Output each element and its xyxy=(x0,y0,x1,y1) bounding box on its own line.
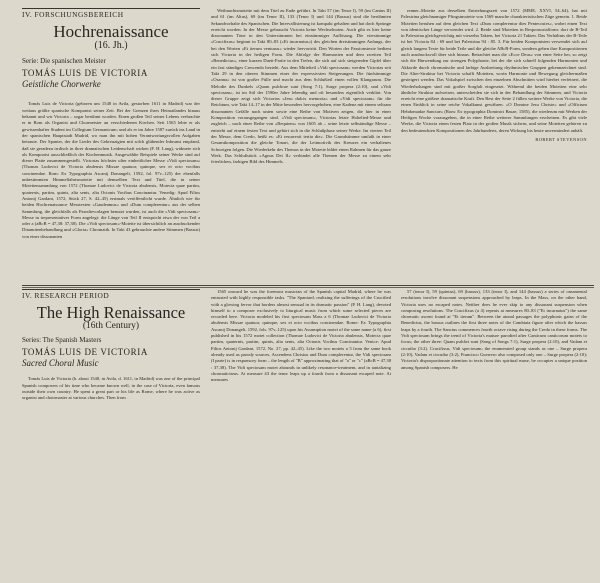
page-title: Hochrenaissance xyxy=(53,22,169,42)
work-title: Sacred Choral Music xyxy=(22,358,99,369)
page-subtitle: (16th Century) xyxy=(82,321,140,332)
english-section xyxy=(22,289,594,575)
header-rule xyxy=(22,8,200,9)
series-label: Series: The Spanish Masters xyxy=(22,335,102,344)
body-text: Tomás Luis de Victoria (geboren um 1548 in Avila, gestorben 1611 in Madrid) war der weitaus größte spanische Komponist seiner Zeit. Bei der Grenzen ihres Heimatlandes hinaus bekannt und wir Victoria – sogar berühmt worden. Einen großen Teil seines Lebens verbrachte er in Rom als Organist und Chormeister an verschiedenen Kirchen. Seit 1565 lebte er als gewissenhafter Student im Collegium Germanicum; und als er im Jahre 1587 zurück ins Land in der spanischen Hauptstadt Madrid, wo man ihn mit hohen Verantwortungsvollen Aufgaben betraute. Der Spanier, der die Lieder des Gekreuzigten mit solch glühender Inbrunst empfand, daß sie geradezu irrdisch in ihrer dramatischen Leidenschaft wirken (F. H. Lang), widmete sich als Komponist ausschließlich der Kirchenmusik. Ausgewählte Beispiele seiner Werke sind auf dieser Platte zusammengestellt. Victorias höchster ulter einheitlicher Messe »Vidi speciosam« (Thomas Ludovici de Victoria abulensis Missae quatuor, quinque, sex et octo vocibus concinendae. Rom: Ex Typographia Ascanij Donangeli, 1592, fol. 97v–125) der ebenfalls unbestimmten Himmelfahrtsmotette mit demselben Text und Titel, die in seiner Motettensammlung von 1572 (Thomae Ludovici de Victoria abulensis, Motecta quae partim, quaternis, partim, quinis, alia senis, alia Octonis Vocibus Concinantur. Venedig: Apud Filios Antonij Gardani, 1572, Stück 27, S. 42–45) erstmals veröffentlicht wurde. Ähnlich wie für beiden Hochrenaissance Messtexten »Gaudeamus« und »Dum complerentur« aus der selben Sammlung, die gleichfalls als Parodievorlagen benutzt wurden, ist auch die »Vidi speciosam«-Messe in trepresentativer Form angelegt: die Länge von Teil II entspricht etwa der von Teil a oder a (aBcB = 47,38: 37,38). Die »Vidi speciosam«-Motette ist übersichtlich an ausdruckender Dinamitenbehandlung und »Gloria« Chromatik. In Takt 43 gebrauchte andere Stimmen (Bassus) von einer dissonanten xyxy=(22,101,200,239)
english-column-3 xyxy=(401,289,587,371)
body-text: Tomás Luis de Victoria (b. about 1548, in Avila, d. 1611, in Madrid) was one of the principal Spanish composers of his time who became known well, in the case of Victoria, even famous outside their own country. He spent a great part or his life as Rome, where he was active as organist and choirmaster at various churches. Then from xyxy=(22,376,200,401)
english-column-1 xyxy=(22,289,200,402)
page-subtitle: (16. Jh.) xyxy=(94,40,128,52)
body-text: 1565 onward he was the foremost musician of the Spanish capital Madrid, where he was entrusted with highly responsible tasks. "The Spaniard, realizing the sufferings of the Crucified with a glowing fervor that borders almost sensual in its dramatic passion" (P. H. Lang), devoted himself to a composer exclusively to liturgical music from which some selected pieces are recorded here. Victoria modeled his first speciosam Mass a 6 (Thomae Ludovici de Victoria abulensis Missae quatuor, quinque, sex et octo vocibus concinendae. Rome: Ex Typographia Ascanij Donangeli, 1592, fols. 97v–125) upon his Assumption motet of the same name (a 6), first published in his 1572 motet collection (Thomae Ludovici de Victoria abulensis, Motecta quae partim, quaternis, partim, quinis, alia senis, alia Octonis Vocibus Concinantur. Venice: Apud Filios Antonij Gardani, 1572, No. 27, pp. 42–45). Like the two motets a 5 from the same book already used as parody sources, Ascendens Christus and Dum complerentur, the Vidi speciosam (I parte) is in responsory form – the length of "B" approximating that of "a" or "c" (aBcB = 47,38 : 37,38). The Vidi speciosam motet abounds in unlikely resonance-treatment, and in tantalizing chromaticisms. At measure 43 the tenor leaps up a fourth from a dissonant escaped note. At measures xyxy=(211,289,391,383)
body-text: renner–Motette aus derselben Entstehungszeit von 1572 (MME, XXVI, 54–64), hat mit Palestrina gleichnamiger Pfingstmotette von 1569 manche charakteristischen Züge gemein. 1. Beide Motetten beruhen auf dem gleichen Text »Dum complerentur dies Pentecostes«, wobei einen Text von identischer Länge verwendet wird. 2. Beide sind Motetten in Responsorialform: dort de B-Teil in Palestrina gleichgewichtig mit vierzehn Takten, bei Victoria 21 Takten. Das Verhältnis der B-Teile ist bei Victoria 84 : 69 und bei Palestrina 94 : 85. 3. Für beiden Komponisten verwendet sich auf gleich langem Texte für beide Teile und die gleiche ABcB-Form, sondern gehen ihre Kompositionen auch ausdrucksvoll über sich hinaus. Betrachtet man die »Ecce Deus« von einer Seite her, so zeigt sich die Hinwendung zur strengen Polyphonie, bei der die sich schnell folgenden Harmonien und Akkorde durch chromatische und farbige Ausbreitung rhythmischer Gruppen gekennzeichnet sind. Die Alter-Struktur bei Victoria schafft Motetten, worin Harmonie und Bewegung gleichermaßen gesteigert werden. Das Vokalspiel zwischen den einzelnen Abschnitten wird hierbei verfeinert, die Wiederholungen sind mit großer Sorgfalt eingesetzt. Während die beiden Motetten eine sehr ähnliche Struktur aufweisen, unterscheiden sie sich in der Behandlung der Stimmen, und Victoria erreicht eine größere dramatische Kraft. Den Rest der Seite 2 füllen weitere Werke von Victoria, die einen Einblick in seine reiche Vokalkunst gewähren. »O Domine Jesu Christe« und »Officium Hebdomadae Sanctae« (Rom: Ex typographia Dominici Basae, 1585), die wiederum mit Werken der Heiligen Woche vorausgehen, die in einer Reihe weiterer Sammlungen erscheinen. Es gibt viele Werke, die Victoria einen festen Platz in der großen Musik sichern, und seine Motetten gehören zu den bedeutendsten Kompositionen des Jahrhunderts, deren Wirkung bis heute unvermindert anhält. xyxy=(401,8,587,133)
section-divider xyxy=(22,285,594,286)
german-column-1 xyxy=(22,8,200,240)
work-title: Geistliche Chorwerke xyxy=(22,79,101,90)
section-label: IV. RESEARCH PERIOD xyxy=(22,291,110,300)
body-text: Weihnachtsmotette mit dem Titel zu Ende geführt. In Takt 57 (im Tenor I), 59 (im Cantus II) und 61 (im Altus), 69 (im Tenor II), 133 (Tenor I) und 144 (Bassus) sind die berühmten Sekundvorhalte des Spanischen. Die Intervallisierung ist kompakt gehalten und hat doch Sprünge erreicht worden. In der Messe gebraucht Victoria keine Wechselnoten. Auch gibt es hier keine dissonanten Töne in den Unterstimmen bei einstimmiger Auflösung. Die vierstimmige »Crucifixus« beginnt in Takt 80–83 (»Et incarnatus«) des gleichen dreistimmigen Anfangs, der bei den Worten »Et iterum venturus« wieder hervortritt. Den Worten der Passionstexte bedient sich Victoria in der heiligen Form. Die Abfolge der Harmonien und dem zweiten Teil »Benedictus«, einer kurzen Duett-Partie in den Tiefen, die sich auf sich steigernden Gipfel über ein fast ständiges Crescendo bezieht. Aus dem Mittelteil »Vidi speciosam« werden Victorias seit Takt 29 in den oberen Stimmen einer der expressivsten Steigerungen. Die fünfstimmige »Osanna« ist von großer Fülle und macht aus dem Schlußteil einen vollen Klangraum. Die Melodie des Dunkels »Quam pulchrae sunt (Song 7:1), Surge propera (2:10), und »Vidi speciosam«, ist im Stil der 1590er Jahre lebendig und oft besonders eigentlich verklärt. Von dieser Gruppe zeigt sich Victorias »Jesu dulcis memoria« und »Vidi speciosam« für die Reichtum, wie Takt 14–17 in der Mitte besonders hervorgehoben, eine Kadenz mit einem seltsam dissonanten Gefälle nach unten sowie eine Reihe von Motiven zeigen, die hier in einer Komposition vorausgegangen sind. »Vidi speciosam«, Victorias letzte Hohelied-Messe und zugleich – nach einer Reihe von »Requiem« von 1605 ab – seine letzte selbständige Messe – entsteht auf einem festen Text und gehört sich in die Schlußphase seiner Werke. Im vierten Teil der Messe, dem Credo, heißt es: »Et resurrexit tertia die«. Die Grundstimme umfaßt in einer Gesamtkomposition die gleiche Tonart, die der Leitmotivik des Kreuzes ein verhaltenes Schweigen folgen. Die Wiederkehr des Themas in der Motette bildet einen Rahmen für das ganze Werk. Das Schlußstück »Agnus Dei II« verbindet alle Themen der Messe zu einem sehr feierlichen, farbigen Bild des Himmels. xyxy=(211,8,391,165)
section-label: IV. FORSCHUNGSBEREICH xyxy=(22,10,124,19)
composer-name: TOMÁS LUIS DE VICTORIA xyxy=(22,67,148,78)
german-column-2 xyxy=(211,8,391,165)
section-divider-thin xyxy=(22,287,594,288)
composer-name: TOMÁS LUIS DE VICTORIA xyxy=(22,346,148,357)
page-title: The High Renaissance xyxy=(36,303,186,323)
series-label: Serie: Die spanischen Meister xyxy=(22,56,106,65)
german-column-3 xyxy=(401,8,587,143)
english-column-2 xyxy=(211,289,391,383)
header-rule xyxy=(22,289,200,290)
author-signature: ROBERT STEVENSON xyxy=(535,136,587,142)
body-text: 57 (tenor I), 59 (quintus), 69 (bassus), 133 (tenor I), and 144 (bassus) a series of ornamental resolutions involve dissonant suspensions approached by leaps. In the Mass, on the other hand, Victoria uses no escaped notes. Neither does he ever skip to any dissonant suspension when composing resolutions. The Crucifixus (a 4) repeats at measures 80–83 ("Et incarnatus") the same chromatic ascent found at "Et iterum". Between the atonal passages the polyphonic gains of the Benedictus, the bassus outlines the first three notes of the Cambiata figure after which the bassus leaps by a fourth. The Sanctus commences fourth octave rising during the Credo in these forms. The Vidi speciosam brings the trend of Victoria's mature parodied after Canticum canticorum motets to focus; the other three: Quam pulchri sunt (Song of Songs 7:1), Surge propera (2:10), and Vadam et circuibo (3:2). Crucifixus, Vidi speciosam; the enumerated group stands as one – Surge propera (2:10), Vadam et circuibo (3:2), Francisco Guerrero also composed only one – Surge propera (2:10); Victoria's disproportionate attention to texts from this spiritual muse, he occupies a unique position among Spanish composers. He xyxy=(401,289,587,370)
german-section xyxy=(22,8,594,284)
